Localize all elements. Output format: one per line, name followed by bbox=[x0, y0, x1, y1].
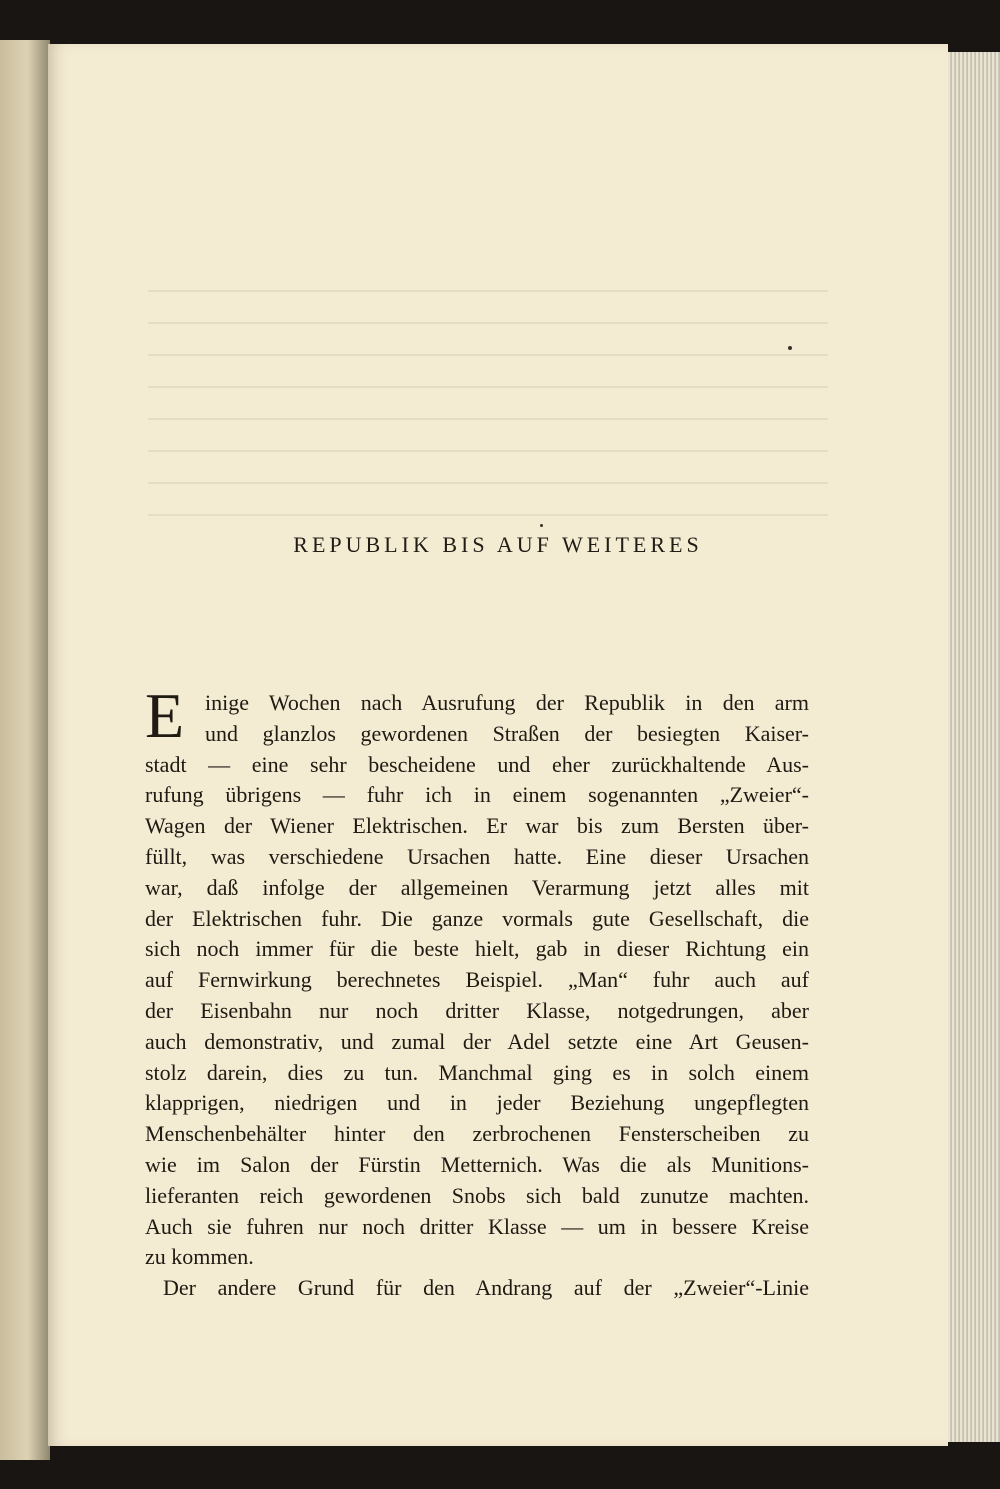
text-line: füllt, was verschiedene Ursachen hatte. Eine dieser Ursachen bbox=[145, 843, 809, 869]
text-line: Der andere Grund für den Andrang auf der „Zweier“-Linie bbox=[163, 1275, 809, 1301]
text-line: sich noch immer für die beste hielt, gab in dieser Richtung ein bbox=[145, 936, 809, 962]
book-page bbox=[48, 44, 948, 1446]
text-line: stadt — eine sehr bescheidene und eher zurückhaltende Aus- bbox=[145, 751, 809, 777]
text-line: klapprigen, niedrigen und in jeder Beziehung ungepflegten bbox=[145, 1090, 809, 1116]
facing-page-edge bbox=[0, 40, 50, 1460]
paper-speck bbox=[540, 524, 543, 527]
text-line: wie im Salon der Fürstin Metternich. Was die als Munitions- bbox=[145, 1151, 809, 1177]
text-line: lieferanten reich gewordenen Snobs sich bald zunutze machten. bbox=[145, 1182, 809, 1208]
paragraph-1 bbox=[145, 680, 809, 1273]
text-line: war, daß infolge der allgemeinen Verarmung jetzt alles mit bbox=[145, 874, 809, 900]
show-through-line bbox=[148, 400, 828, 420]
paragraph-2 bbox=[145, 1273, 809, 1304]
text-line: stolz darein, dies zu tun. Manchmal ging es in solch einem bbox=[145, 1059, 809, 1085]
show-through-line bbox=[148, 496, 828, 516]
text-line: zu kommen. bbox=[145, 1244, 254, 1270]
show-through-line bbox=[148, 368, 828, 388]
drop-cap: E bbox=[145, 680, 185, 751]
paper-speck bbox=[788, 346, 792, 350]
text-line: auf Fernwirkung berechnetes Beispiel. „Man“ fuhr auch auf bbox=[145, 967, 809, 993]
show-through-line bbox=[148, 464, 828, 484]
text-line: und glanzlos gewordenen Straßen der besiegten Kaiser- bbox=[205, 720, 809, 746]
text-line: inige Wochen nach Ausrufung der Republik in den arm bbox=[205, 690, 809, 715]
show-through-line bbox=[148, 336, 828, 356]
text-line: der Eisenbahn nur noch dritter Klasse, notgedrungen, aber bbox=[145, 997, 809, 1023]
text-line: Auch sie fuhren nur noch dritter Klasse — um in bessere Kreise bbox=[145, 1213, 809, 1239]
text-line: Menschenbehälter hinter den zerbrochenen Fensterscheiben zu bbox=[145, 1121, 809, 1147]
chapter-title: REPUBLIK BIS AUF WEITERES bbox=[293, 532, 703, 557]
text-line: Wagen der Wiener Elektrischen. Er war bis zum Bersten über- bbox=[145, 813, 809, 839]
show-through-line bbox=[148, 304, 828, 324]
text-line: der Elektrischen fuhr. Die ganze vormals gute Gesellschaft, die bbox=[145, 905, 809, 931]
text-line: auch demonstrativ, und zumal der Adel setzte eine Art Geusen- bbox=[145, 1028, 809, 1054]
page-block-fore-edge bbox=[940, 52, 1000, 1442]
show-through-line bbox=[148, 432, 828, 452]
body-text bbox=[145, 680, 809, 1304]
show-through-line bbox=[148, 272, 828, 292]
text-line: rufung übrigens — fuhr ich in einem sogenannten „Zweier“- bbox=[145, 782, 809, 808]
